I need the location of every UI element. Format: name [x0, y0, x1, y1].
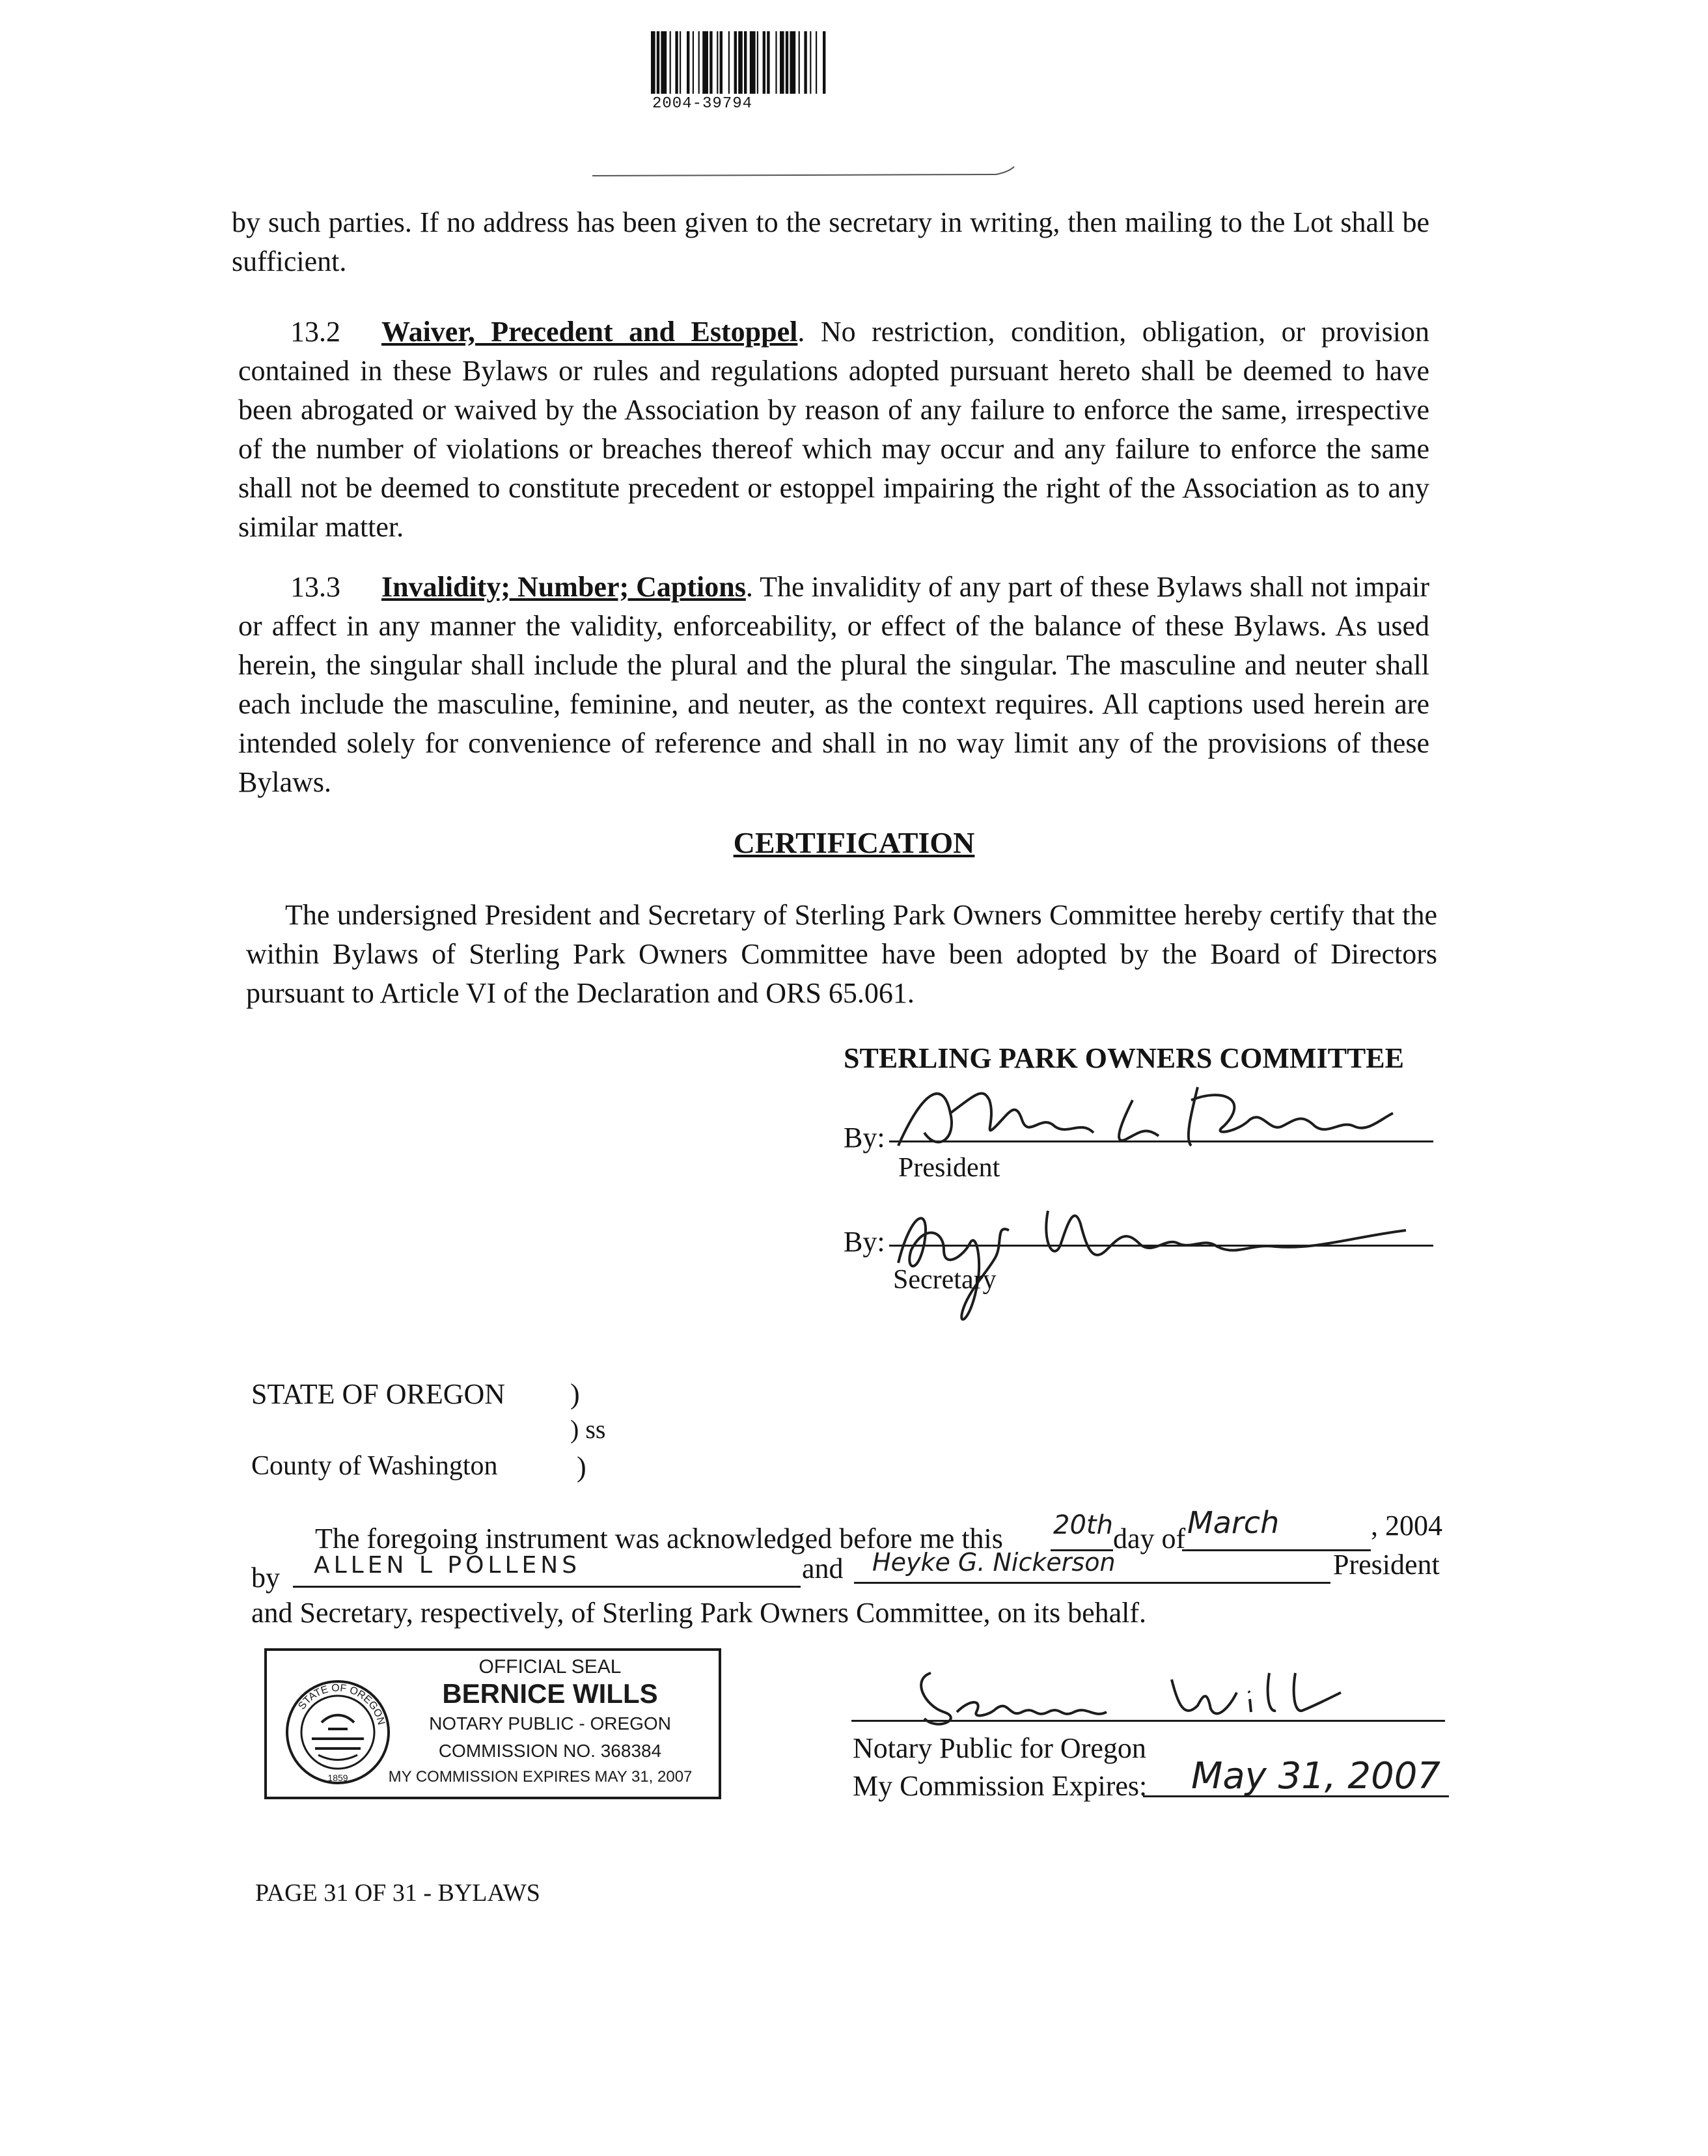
ack-line3: and Secretary, respectively, of Sterling Park Owners Committee, on its behalf. [251, 1597, 1147, 1629]
ack-name1: ALLEN L POLLENS [314, 1552, 581, 1579]
notary-expires-label: My Commission Expires: [853, 1770, 1148, 1802]
venue-state: STATE OF OREGON [251, 1378, 506, 1410]
section-13-2-number: 13.2 [290, 316, 340, 348]
seal-line4: COMMISSION NO. 368384 [438, 1741, 662, 1761]
ack-name1-line [293, 1586, 801, 1588]
seal-line3: NOTARY PUBLIC - OREGON [429, 1713, 671, 1734]
venue-paren-1: ) [570, 1378, 580, 1410]
president-signature [885, 1074, 1406, 1165]
notary-title: Notary Public for Oregon [853, 1732, 1146, 1764]
ack-month: March [1187, 1505, 1280, 1540]
certification-body [246, 896, 1437, 1013]
secretary-by-label: By: [844, 1226, 885, 1258]
secretary-title: Secretary [893, 1265, 997, 1295]
section-13-3-number: 13.3 [290, 571, 340, 603]
ack-and: and [802, 1553, 844, 1584]
ack-name2: Heyke G. Nickerson [872, 1548, 1116, 1577]
ack-day: 20th [1053, 1510, 1113, 1540]
seal-name: BERNICE WILLS [442, 1678, 658, 1709]
venue-county: County of Washington [251, 1451, 498, 1481]
barcode [651, 31, 944, 94]
notary-signature [911, 1653, 1367, 1732]
barcode-number: 2004-39794 [652, 95, 753, 113]
secretary-signature [885, 1185, 1432, 1334]
section-13-3-heading: Invalidity; Number; Captions [381, 571, 746, 603]
section-13-2 [238, 312, 1429, 547]
continuation-paragraph: by such parties. If no address has been given to the secretary in writing, then mailing to the Lot shall be sufficient. [232, 206, 1429, 277]
venue-ss: ) ss [570, 1415, 606, 1444]
president-title: President [898, 1153, 1000, 1183]
ack-name2-line [854, 1582, 1330, 1584]
notary-expires-value: May 31, 2007 [1191, 1755, 1440, 1797]
ack-text-1: The foregoing instrument was acknowledged before me this [315, 1523, 1003, 1555]
ack-text-2: day of [1113, 1523, 1186, 1555]
ack-by: by [251, 1562, 280, 1594]
president-by-label: By: [844, 1122, 885, 1154]
seal-line5: MY COMMISSION EXPIRES MAY 31, 2007 [388, 1768, 693, 1786]
section-13-2-body: . No restriction, condition, obligation, or provision contained in these Bylaws or rules and regulations adopted pursuant hereto shall be deemed to have been abrogated or waived by the Association by reason of any failure to enforce the same, irrespective of the number of violations or breaches thereof which may occur and any failure to enforce the same shall not be deemed to constitute precedent or estoppel impairing the right of the Association as to any similar matter. [238, 316, 1429, 543]
ack-title-end: President [1333, 1549, 1440, 1581]
certification-title: CERTIFICATION [733, 826, 975, 859]
seal-emblem-year: 1859 [327, 1773, 348, 1783]
venue-paren-3: ) [577, 1451, 586, 1483]
section-13-2-heading: Waiver, Precedent and Estoppel [381, 316, 798, 348]
section-13-3 [238, 568, 1429, 802]
section-13-3-body: . The invalidity of any part of these Bylaws shall not impair or affect in any manner the validity, enforceability, or effect of the balance of these Bylaws. As used herein, the singular shall include the plural and the plural the singular. The masculine and neuter shall each include the masculine, feminine, and neuter, as the context requires. All captions used herein are intended solely for convenience of reference and shall in no way limit any of the provisions of these Bylaws. [238, 571, 1430, 798]
page-footer: PAGE 31 OF 31 - BYLAWS [255, 1879, 540, 1907]
official-seal [264, 1648, 721, 1799]
certification-body-text: The undersigned President and Secretary of Sterling Park Owners Committee hereby certify that the within Bylaws of Sterling Park Owners Committee have been adopted by the Board of Directors pursuant to Article VI of the Declaration and ORS 65.061. [246, 899, 1437, 1009]
ack-year: , 2004 [1371, 1510, 1442, 1541]
seal-emblem-text: STATE OF OREGON [296, 1682, 387, 1726]
stray-line [592, 163, 1015, 182]
seal-line1: OFFICIAL SEAL [478, 1656, 622, 1678]
signature-org: STERLING PARK OWNERS COMMITTEE [844, 1042, 1404, 1074]
